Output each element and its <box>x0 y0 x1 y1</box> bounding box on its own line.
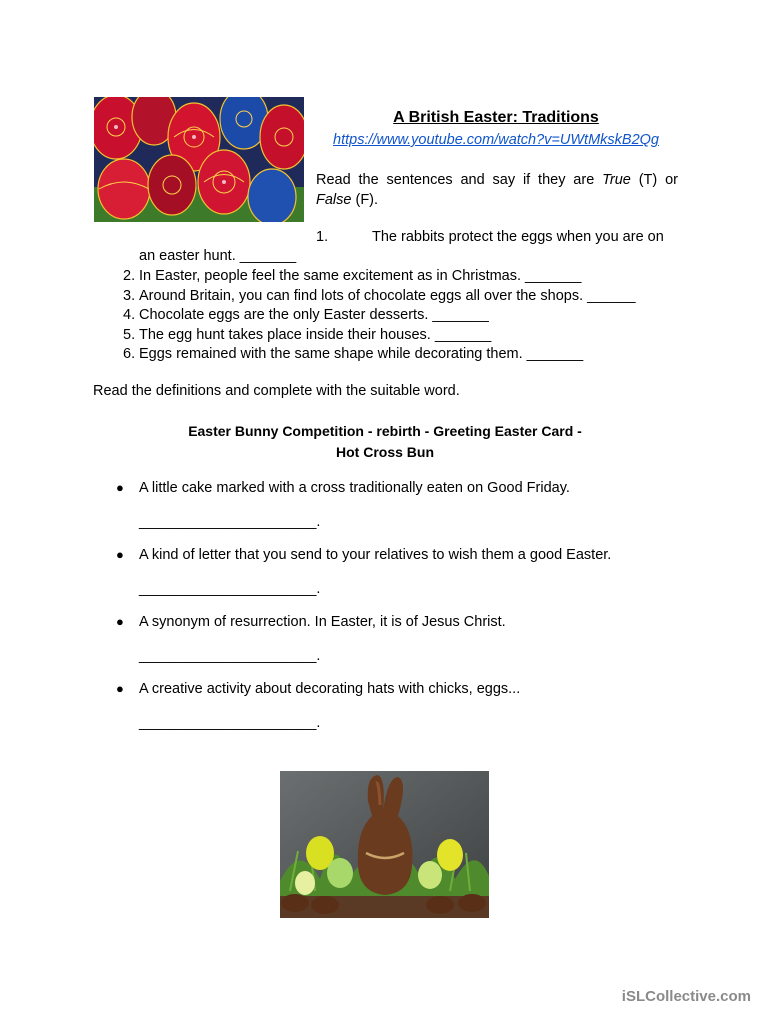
definition-text: A kind of letter that you send to your relatives to wish them a good Easter. <box>139 547 612 563</box>
question-3 <box>110 287 636 307</box>
question-number: 1. <box>316 229 329 245</box>
video-link[interactable]: https://www.youtube.com/watch?v=UWtMkskB2Qg <box>333 132 659 148</box>
question-text: The egg hunt takes place inside their houses. _______ <box>139 326 492 343</box>
question-4 <box>110 306 636 326</box>
answer-blank-1: ______________________. <box>139 514 321 530</box>
definition-text: A synonym of resurrection. In Easter, it is of Jesus Christ. <box>139 614 506 630</box>
definitions-instruction: Read the definitions and complete with the suitable word. <box>93 383 460 399</box>
question-text: Chocolate eggs are the only Easter desserts. _______ <box>139 307 489 323</box>
bullet-icon: ● <box>116 681 124 696</box>
question-number: 5. <box>123 326 136 343</box>
instruction-false-word: False <box>316 192 352 208</box>
definition-3 <box>116 614 506 630</box>
question-number: 3. <box>123 287 136 304</box>
question-2 <box>110 267 636 287</box>
worksheet-title: A British Easter: Traditions <box>393 109 599 126</box>
question-text: Eggs remained with the same shape while decorating them. _______ <box>139 346 584 362</box>
answer-blank-4: ______________________. <box>139 715 321 731</box>
instruction-text-post: (F). <box>351 192 379 208</box>
watermark: iSLCollective.com <box>621 988 751 1005</box>
definition-4 <box>116 681 520 697</box>
answer-blank-3: ______________________. <box>139 648 321 664</box>
question-number: 4. <box>123 307 136 323</box>
true-false-instruction <box>316 170 678 210</box>
question-1 <box>316 229 678 245</box>
word-bank-line-2: Hot Cross Bun <box>336 444 434 460</box>
question-text: Around Britain, you can find lots of chocolate eggs all over the shops. ______ <box>139 287 636 304</box>
instruction-text-mid: (T) or <box>630 172 678 188</box>
word-bank-line-1: Easter Bunny Competition - rebirth - Greeting Easter Card - <box>188 423 582 439</box>
instruction-true-word: True <box>602 172 631 188</box>
question-5 <box>110 326 636 346</box>
bullet-icon: ● <box>116 547 124 562</box>
definition-text: A little cake marked with a cross traditionally eaten on Good Friday. <box>139 480 570 496</box>
chocolate-bunny-image <box>280 771 489 918</box>
word-bank <box>93 421 677 463</box>
definition-1 <box>116 480 570 496</box>
question-6 <box>110 345 636 365</box>
answer-blank-2: ______________________. <box>139 581 321 597</box>
decorated-eggs-image <box>94 97 304 222</box>
bullet-icon: ● <box>116 614 124 629</box>
definition-text: A creative activity about decorating hats with chicks, eggs... <box>139 681 521 697</box>
question-1-continuation: an easter hunt. _______ <box>139 248 297 264</box>
question-text: The rabbits protect the eggs when you are on <box>372 229 664 245</box>
true-false-list <box>110 267 636 365</box>
question-text: In Easter, people feel the same excitement as in Christmas. _______ <box>139 268 582 284</box>
definition-2 <box>116 547 611 563</box>
instruction-text-pre: Read the sentences and say if they are <box>316 172 603 188</box>
question-number: 6. <box>123 346 136 362</box>
bullet-icon: ● <box>116 480 124 495</box>
question-number: 2. <box>123 268 136 284</box>
